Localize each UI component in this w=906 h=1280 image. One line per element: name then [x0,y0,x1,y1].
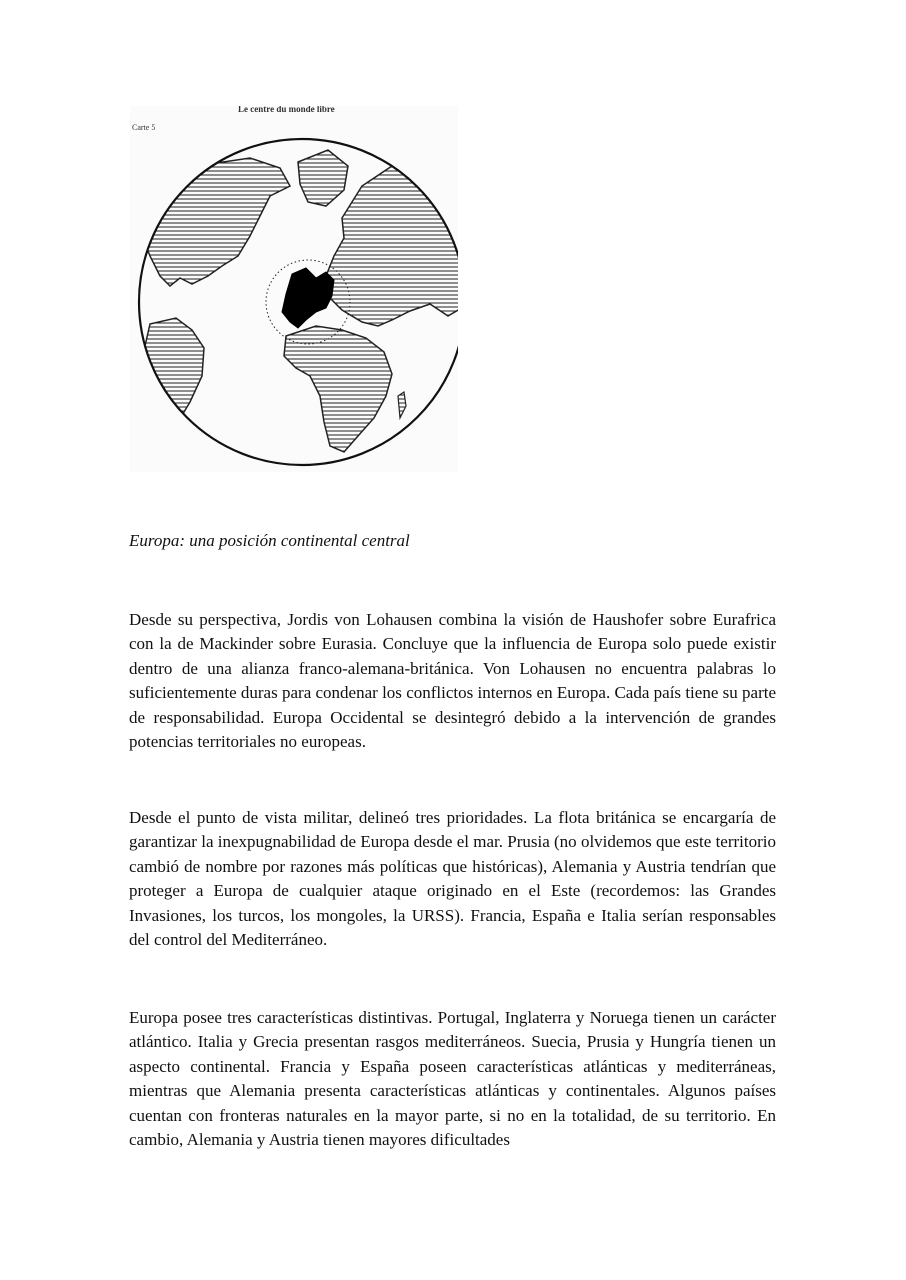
figure-caption: Europa: una posición continental central [129,531,410,550]
landmasses [140,150,458,452]
paragraph-2: Desde el punto de vista militar, delineó tres prioridades. La flota británica se encargaría de garantizar la inexpugnabilidad de Europa desde el mar. Prusia (no olvidemos que este territorio cambió de nombre por razones más políticas que históricas), Alemania y Austria tendrían que proteger a Europa de cualquier ataque originado en el Este (recordemos: las Grandes Invasiones, los turcos, los mongoles, la URSS). Francia, España e Italia serían responsables del control del Mediterráneo. [129,808,776,950]
eurasia-landmass [326,162,458,326]
greenland-landmass [298,150,348,206]
paragraph-3: Europa posee tres características distintivas. Portugal, Inglaterra y Noruega tienen un carácter atlántico. Italia y Grecia presentan rasgos mediterráneos. Suecia, Prusia y Hungría tienen un aspecto continental. Francia y España poseen características atlánticas y mediterráneas, mientras que Alemania presenta características atlánticas y continentales. Algunos países cuentan con fronteras naturales en la mayor parte, si no en la totalidad, de su territorio. En cambio, Alemania y Austria tienen mayores dificultades [129,1008,776,1150]
map-header-text: Le centre du monde libre [238,106,335,114]
map-number-label: Carte 5 [132,123,156,132]
paragraph-1: Desde su perspectiva, Jordis von Lohausen combina la visión de Haushofer sobre Eurafrica con la de Mackinder sobre Eurasia. Concluye que la influencia de Europa solo puede existir dentro de una alianza franco-alemana-británica. Von Lohausen no encuentra palabras lo suficientemente duras para condenar los conflictos internos en Europa. Cada país tiene su parte de responsabilidad. Europa Occidental se desintegró debido a la intervención de grandes potencias territoriales no europeas. [129,610,776,752]
africa-landmass [284,326,392,452]
north-america-landmass [140,158,290,286]
madagascar-landmass [398,392,406,418]
map-figure [130,106,458,472]
europe-highlight [282,268,334,328]
globe-map-image [130,106,458,472]
